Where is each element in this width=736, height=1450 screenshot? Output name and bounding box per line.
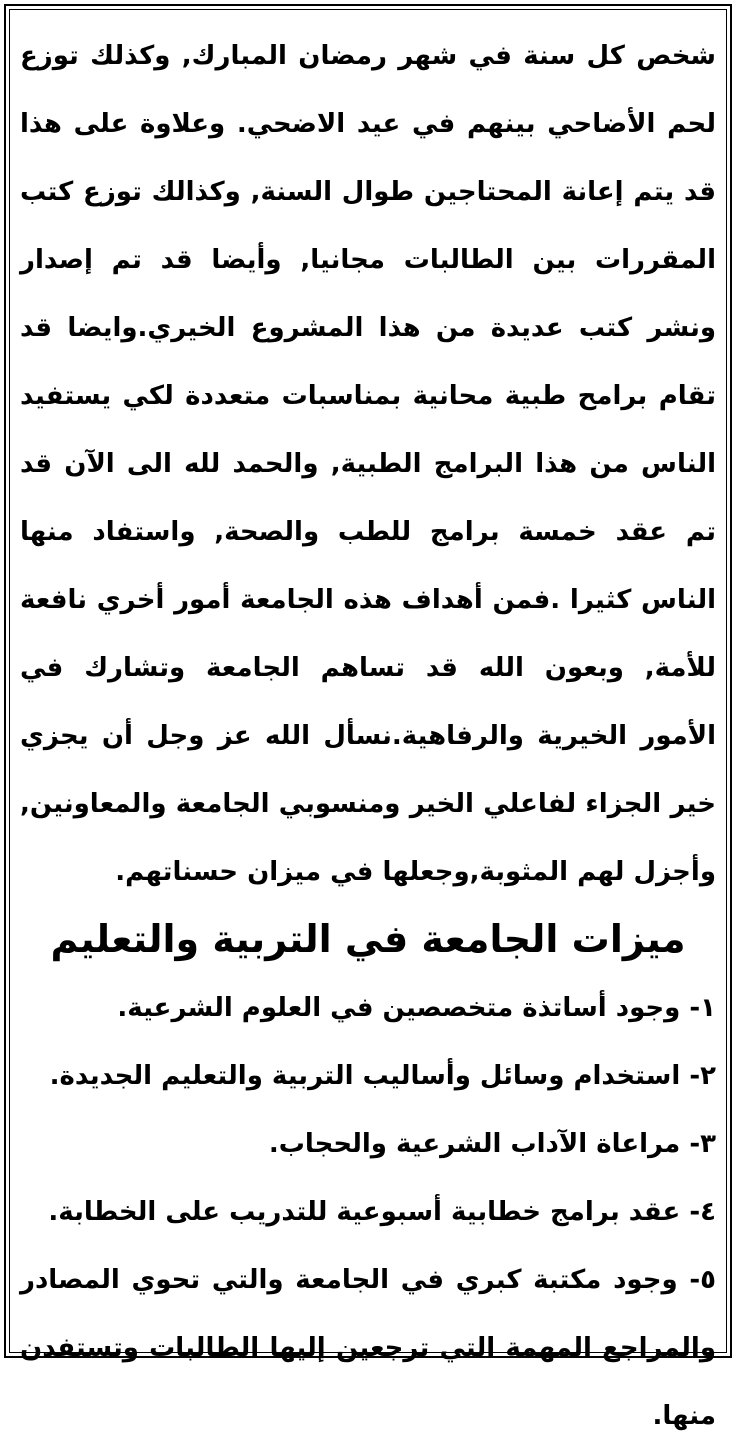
list-item: ٤- عقد برامج خطابية أسبوعية للتدريب على الخطابة.: [48, 1197, 716, 1227]
list-item: ١- وجود أساتذة متخصصين في العلوم الشرعية.: [117, 993, 716, 1023]
document-content: [20, 22, 716, 1450]
list-item: ٣- مراعاة الآداب الشرعية والحجاب.: [268, 1129, 716, 1159]
section-title: ميزات الجامعة في التربية والتعليم: [50, 917, 686, 961]
features-list: [20, 974, 716, 1450]
article-paragraph: شخص كل سنة في شهر رمضان المبارك, وكذلك توزع لحم الأضاحي بينهم في عيد الاضحي. وعلاوة على هذا قد يتم إعانة المحتاجين طوال السنة, وكذالك توزع كتب المقررات بين الطالبات مجانيا, وأيضا قد تم إصدار ونشر كتب عديدة من هذا المشروع الخيري.وايضا قد تقام برامح طبية محانية بمناسبات متعددة لكي يستفيد الناس من هذا البرامج الطبية, والحمد لله الى الآن قد تم عقد خمسة برامج للطب والصحة, واستفاد منها الناس كثيرا .فمن أهداف هذه الجامعة أمور أخري نافعة للأمة, وبعون الله قد تساهم الجامعة وتشارك في الأمور الخيرية والرفاهية.نسأل الله عز وجل أن يجزي خير الجزاء لفاعلي الخير ومنسوبي الجامعة والمعاونين, وأجزل لهم المثوبة,وجعلها في ميزان حسناتهم.: [20, 41, 716, 887]
list-item: ٥- وجود مكتبة كبري في الجامعة والتي تحوي المصادر والمراجع المهمة التي ترجعين إليها الطالبات وتستفدن منها.: [20, 1265, 716, 1431]
list-item: ٢- استخدام وسائل وأساليب التربية والتعليم الجديدة.: [49, 1061, 716, 1091]
